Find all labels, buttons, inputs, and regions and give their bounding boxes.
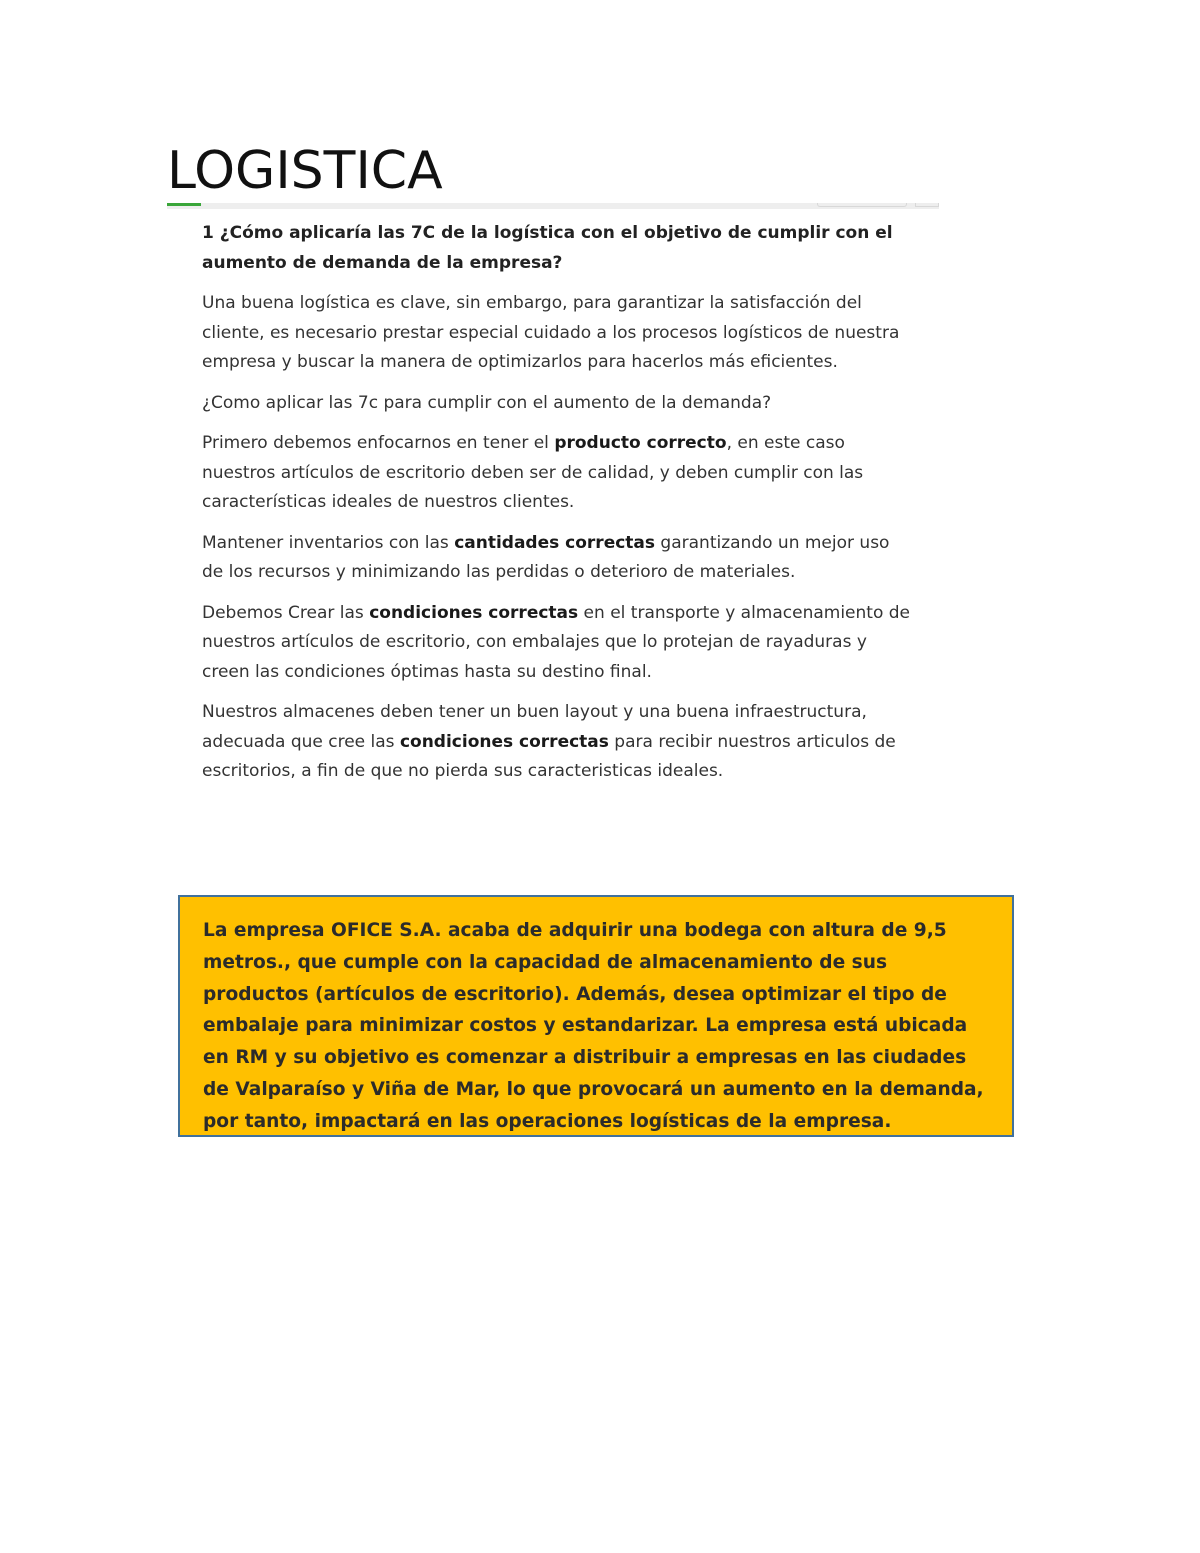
intro-paragraph: Una buena logística es clave, sin embargo, para garantizar la satisfacción del cliente, es necesario prestar especial cuidado a los procesos logísticos de nuestra empresa y buscar la manera de optimizarlos para hacerlos más eficientes.	[202, 293, 900, 372]
paragraph-text: para recibir nuestros articulos de escritorios, a fin de que no pierda sus caracteristicas ideales.	[202, 731, 896, 781]
paragraph-cantidades-correctas	[202, 529, 912, 588]
case-callout-box: La empresa OFICE S.A. acaba de adquirir una bodega con altura de 9,5 metros., que cumple con la capacidad de almacenamiento de sus productos (artículos de escritorio). Además, desea optimizar el tipo de embalaje para minimizar costos y estandarizar. La empresa está ubicada en RM y su objetivo es comenzar a distribuir a empresas en las ciudades de Valparaíso y Viña de Mar, lo que provocará un aumento en la demanda, por tanto, impactará en las operaciones logísticas de la empresa.	[178, 895, 1014, 1137]
paragraph-producto-correcto	[202, 429, 912, 518]
paragraph-text: Primero debemos enfocarnos en tener el	[202, 433, 555, 453]
paragraph-text: en el transporte y almacenamiento de nuestros artículos de escritorio, con embalajes que lo protejan de rayaduras y creen las condiciones óptimas hasta su destino final.	[202, 602, 911, 682]
title-accent-bar	[167, 203, 201, 206]
paragraph-condiciones-almacenes	[202, 698, 912, 787]
paragraph-text: , en este caso nuestros artículos de escritorio deben ser de calidad, y deben cumplir con las características ideales de nuestros clientes.	[202, 433, 864, 512]
question-heading: 1 ¿Cómo aplicaría las 7C de la logística con el objetivo de cumplir con el aumento de demanda de la empresa?	[202, 223, 893, 273]
paragraph-condiciones-transporte	[202, 599, 912, 688]
paragraph-text: Debemos Crear las	[202, 602, 370, 623]
subquestion-paragraph: ¿Como aplicar las 7c para cumplir con el aumento de la demanda?	[202, 392, 772, 413]
bold-term: cantidades correctas	[454, 532, 656, 553]
paragraph-text: Nuestros almacenes deben tener un buen layout y una buena infraestructura, adecuada que cree las	[202, 702, 867, 752]
paragraph-text: garantizando un mejor uso de los recursos y minimizando las perdidas o deterioro de materiales.	[202, 532, 890, 582]
answer-section	[202, 219, 912, 798]
bold-term: producto correcto	[554, 433, 727, 453]
ribbon-tab-outline	[817, 203, 907, 207]
bold-term: condiciones correctas	[399, 731, 609, 752]
document-title: LOGISTICA	[167, 141, 443, 201]
title-underline	[167, 203, 939, 209]
bold-term: condiciones correctas	[369, 602, 579, 623]
paragraph-text: Mantener inventarios con las	[202, 532, 455, 553]
ribbon-tab-end	[915, 203, 939, 207]
